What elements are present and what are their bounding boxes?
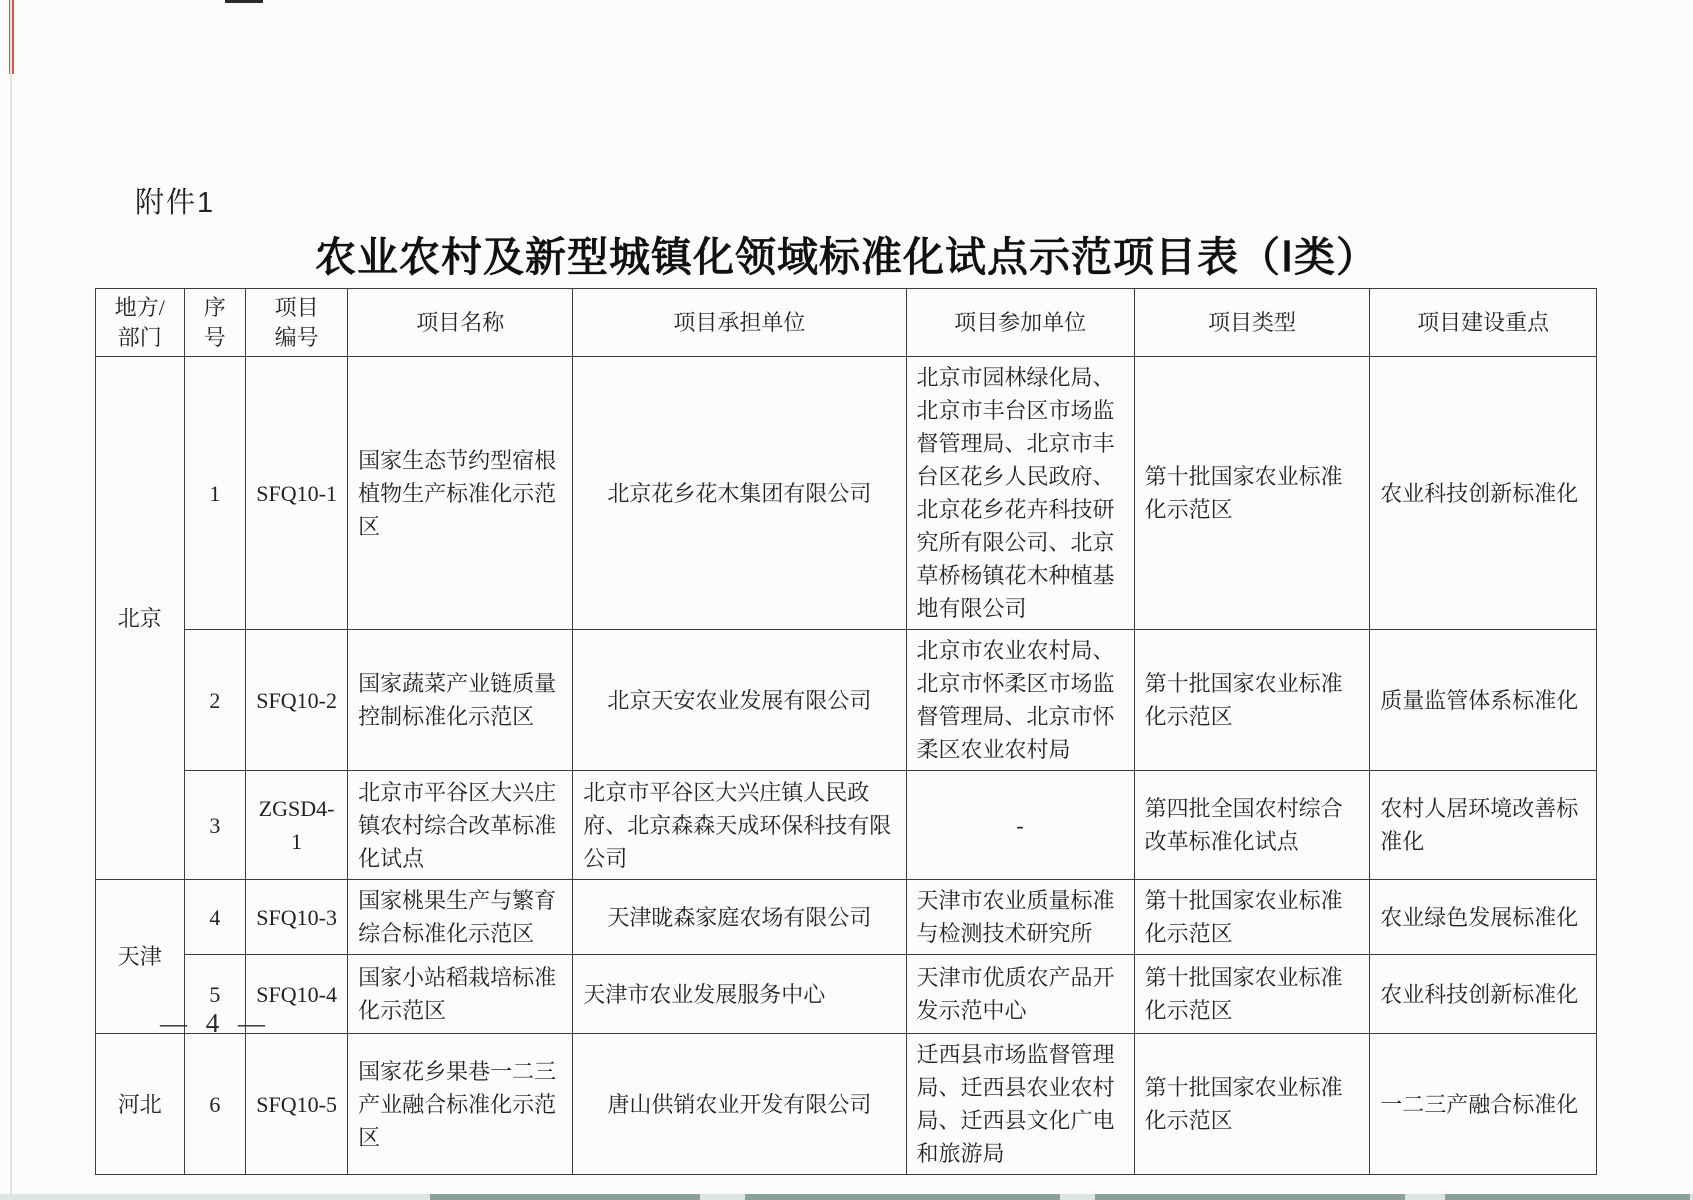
cell-focus: 农业科技创新标准化 — [1370, 955, 1597, 1034]
scan-bottom-edge-strip — [0, 1194, 1693, 1200]
cell-region-beijing: 北京 — [96, 357, 185, 880]
col-header-name: 项目名称 — [348, 289, 573, 357]
header-text: 部门 — [117, 324, 162, 350]
header-text: 项目 — [274, 295, 319, 320]
cell-seq: 4 — [184, 880, 246, 955]
cell-participants: 天津市优质农产品开发示范中心 — [906, 955, 1134, 1034]
cell-focus: 农村人居环境改善标准化 — [1370, 771, 1597, 880]
cell-region-hebei: 河北 — [96, 1034, 185, 1175]
cell-type: 第四批全国农村综合改革标准化试点 — [1134, 771, 1370, 880]
cell-undertaker: 天津昽森家庭农场有限公司 — [573, 880, 906, 955]
cell-code: SFQ10-3 — [246, 880, 348, 955]
scan-bottom-segment — [745, 1194, 1060, 1200]
scan-bottom-segment — [430, 1194, 700, 1200]
col-header-code — [246, 289, 348, 357]
cell-seq: 6 — [184, 1034, 246, 1175]
cell-seq: 3 — [184, 771, 246, 880]
col-header-participants: 项目参加单位 — [906, 289, 1134, 357]
cell-code: SFQ10-4 — [246, 955, 348, 1034]
cell-name: 北京市平谷区大兴庄镇农村综合改革标准化试点 — [348, 771, 573, 880]
cell-type: 第十批国家农业标准化示范区 — [1134, 357, 1370, 630]
col-header-focus: 项目建设重点 — [1370, 289, 1597, 357]
cell-name: 国家生态节约型宿根植物生产标准化示范区 — [348, 357, 573, 630]
table-row — [96, 955, 1597, 1034]
attachment-label: 附件1 — [135, 187, 216, 219]
scan-left-edge-line — [10, 0, 12, 1200]
cell-seq: 2 — [184, 630, 246, 771]
col-header-seq — [184, 289, 246, 357]
cell-name: 国家蔬菜产业链质量控制标准化示范区 — [348, 630, 573, 771]
cell-participants: 北京市园林绿化局、北京市丰台区市场监督管理局、北京市丰台区花乡人民政府、北京花乡花卉科技研究所有限公司、北京草桥杨镇花木种植基地有限公司 — [906, 357, 1134, 630]
col-header-type: 项目类型 — [1134, 289, 1370, 357]
cell-type: 第十批国家农业标准化示范区 — [1134, 630, 1370, 771]
cell-focus: 农业科技创新标准化 — [1370, 357, 1597, 630]
cell-participants: 迁西县市场监督管理局、迁西县农业农村局、迁西县文化广电和旅游局 — [906, 1034, 1134, 1175]
col-header-undertaker: 项目承担单位 — [573, 289, 906, 357]
cell-participants: 北京市农业农村局、北京市怀柔区市场监督管理局、北京市怀柔区农业农村局 — [906, 630, 1134, 771]
header-text: 序 — [203, 295, 226, 320]
cell-focus: 农业绿色发展标准化 — [1370, 880, 1597, 955]
cell-participants: 天津市农业质量标准与检测技术研究所 — [906, 880, 1134, 955]
scan-top-dash-artifact — [225, 0, 263, 3]
projects-table — [95, 288, 1597, 1175]
cell-name: 国家桃果生产与繁育综合标准化示范区 — [348, 880, 573, 955]
cell-undertaker: 北京花乡花木集团有限公司 — [573, 357, 906, 630]
scan-bottom-segment — [1095, 1194, 1405, 1200]
cell-undertaker: 北京天安农业发展有限公司 — [573, 630, 906, 771]
cell-type: 第十批国家农业标准化示范区 — [1134, 880, 1370, 955]
cell-code: ZGSD4-1 — [246, 771, 348, 880]
cell-undertaker: 天津市农业发展服务中心 — [573, 955, 906, 1034]
cell-focus: 质量监管体系标准化 — [1370, 630, 1597, 771]
table-row — [96, 880, 1597, 955]
scan-bottom-segment — [1445, 1194, 1690, 1200]
col-header-region — [96, 289, 185, 357]
table-header-row — [96, 289, 1597, 357]
cell-code: SFQ10-1 — [246, 357, 348, 630]
document-title: 农业农村及新型城镇化领域标准化试点示范项目表（Ⅰ类） — [314, 234, 1379, 280]
cell-participants: - — [906, 771, 1134, 880]
table-row — [96, 1034, 1597, 1175]
cell-type: 第十批国家农业标准化示范区 — [1134, 955, 1370, 1034]
table-row — [96, 357, 1597, 630]
cell-seq: 5 — [184, 955, 246, 1034]
cell-undertaker: 北京市平谷区大兴庄镇人民政府、北京森森天成环保科技有限公司 — [573, 771, 906, 880]
header-text: 地方/ — [114, 295, 165, 320]
cell-focus: 一二三产融合标准化 — [1370, 1034, 1597, 1175]
header-text: 编号 — [274, 324, 319, 350]
cell-code: SFQ10-2 — [246, 630, 348, 771]
cell-undertaker: 唐山供销农业开发有限公司 — [573, 1034, 906, 1175]
table-row — [96, 630, 1597, 771]
page-number: — 4 — — [160, 1008, 271, 1038]
cell-name: 国家小站稻栽培标准化示范区 — [348, 955, 573, 1034]
cell-name: 国家花乡果巷一二三产业融合标准化示范区 — [348, 1034, 573, 1175]
cell-region-tianjin: 天津 — [96, 880, 185, 1034]
cell-type: 第十批国家农业标准化示范区 — [1134, 1034, 1370, 1175]
cell-code: SFQ10-5 — [246, 1034, 348, 1175]
header-text: 号 — [203, 324, 226, 350]
cell-seq: 1 — [184, 357, 246, 630]
table-row — [96, 771, 1597, 880]
